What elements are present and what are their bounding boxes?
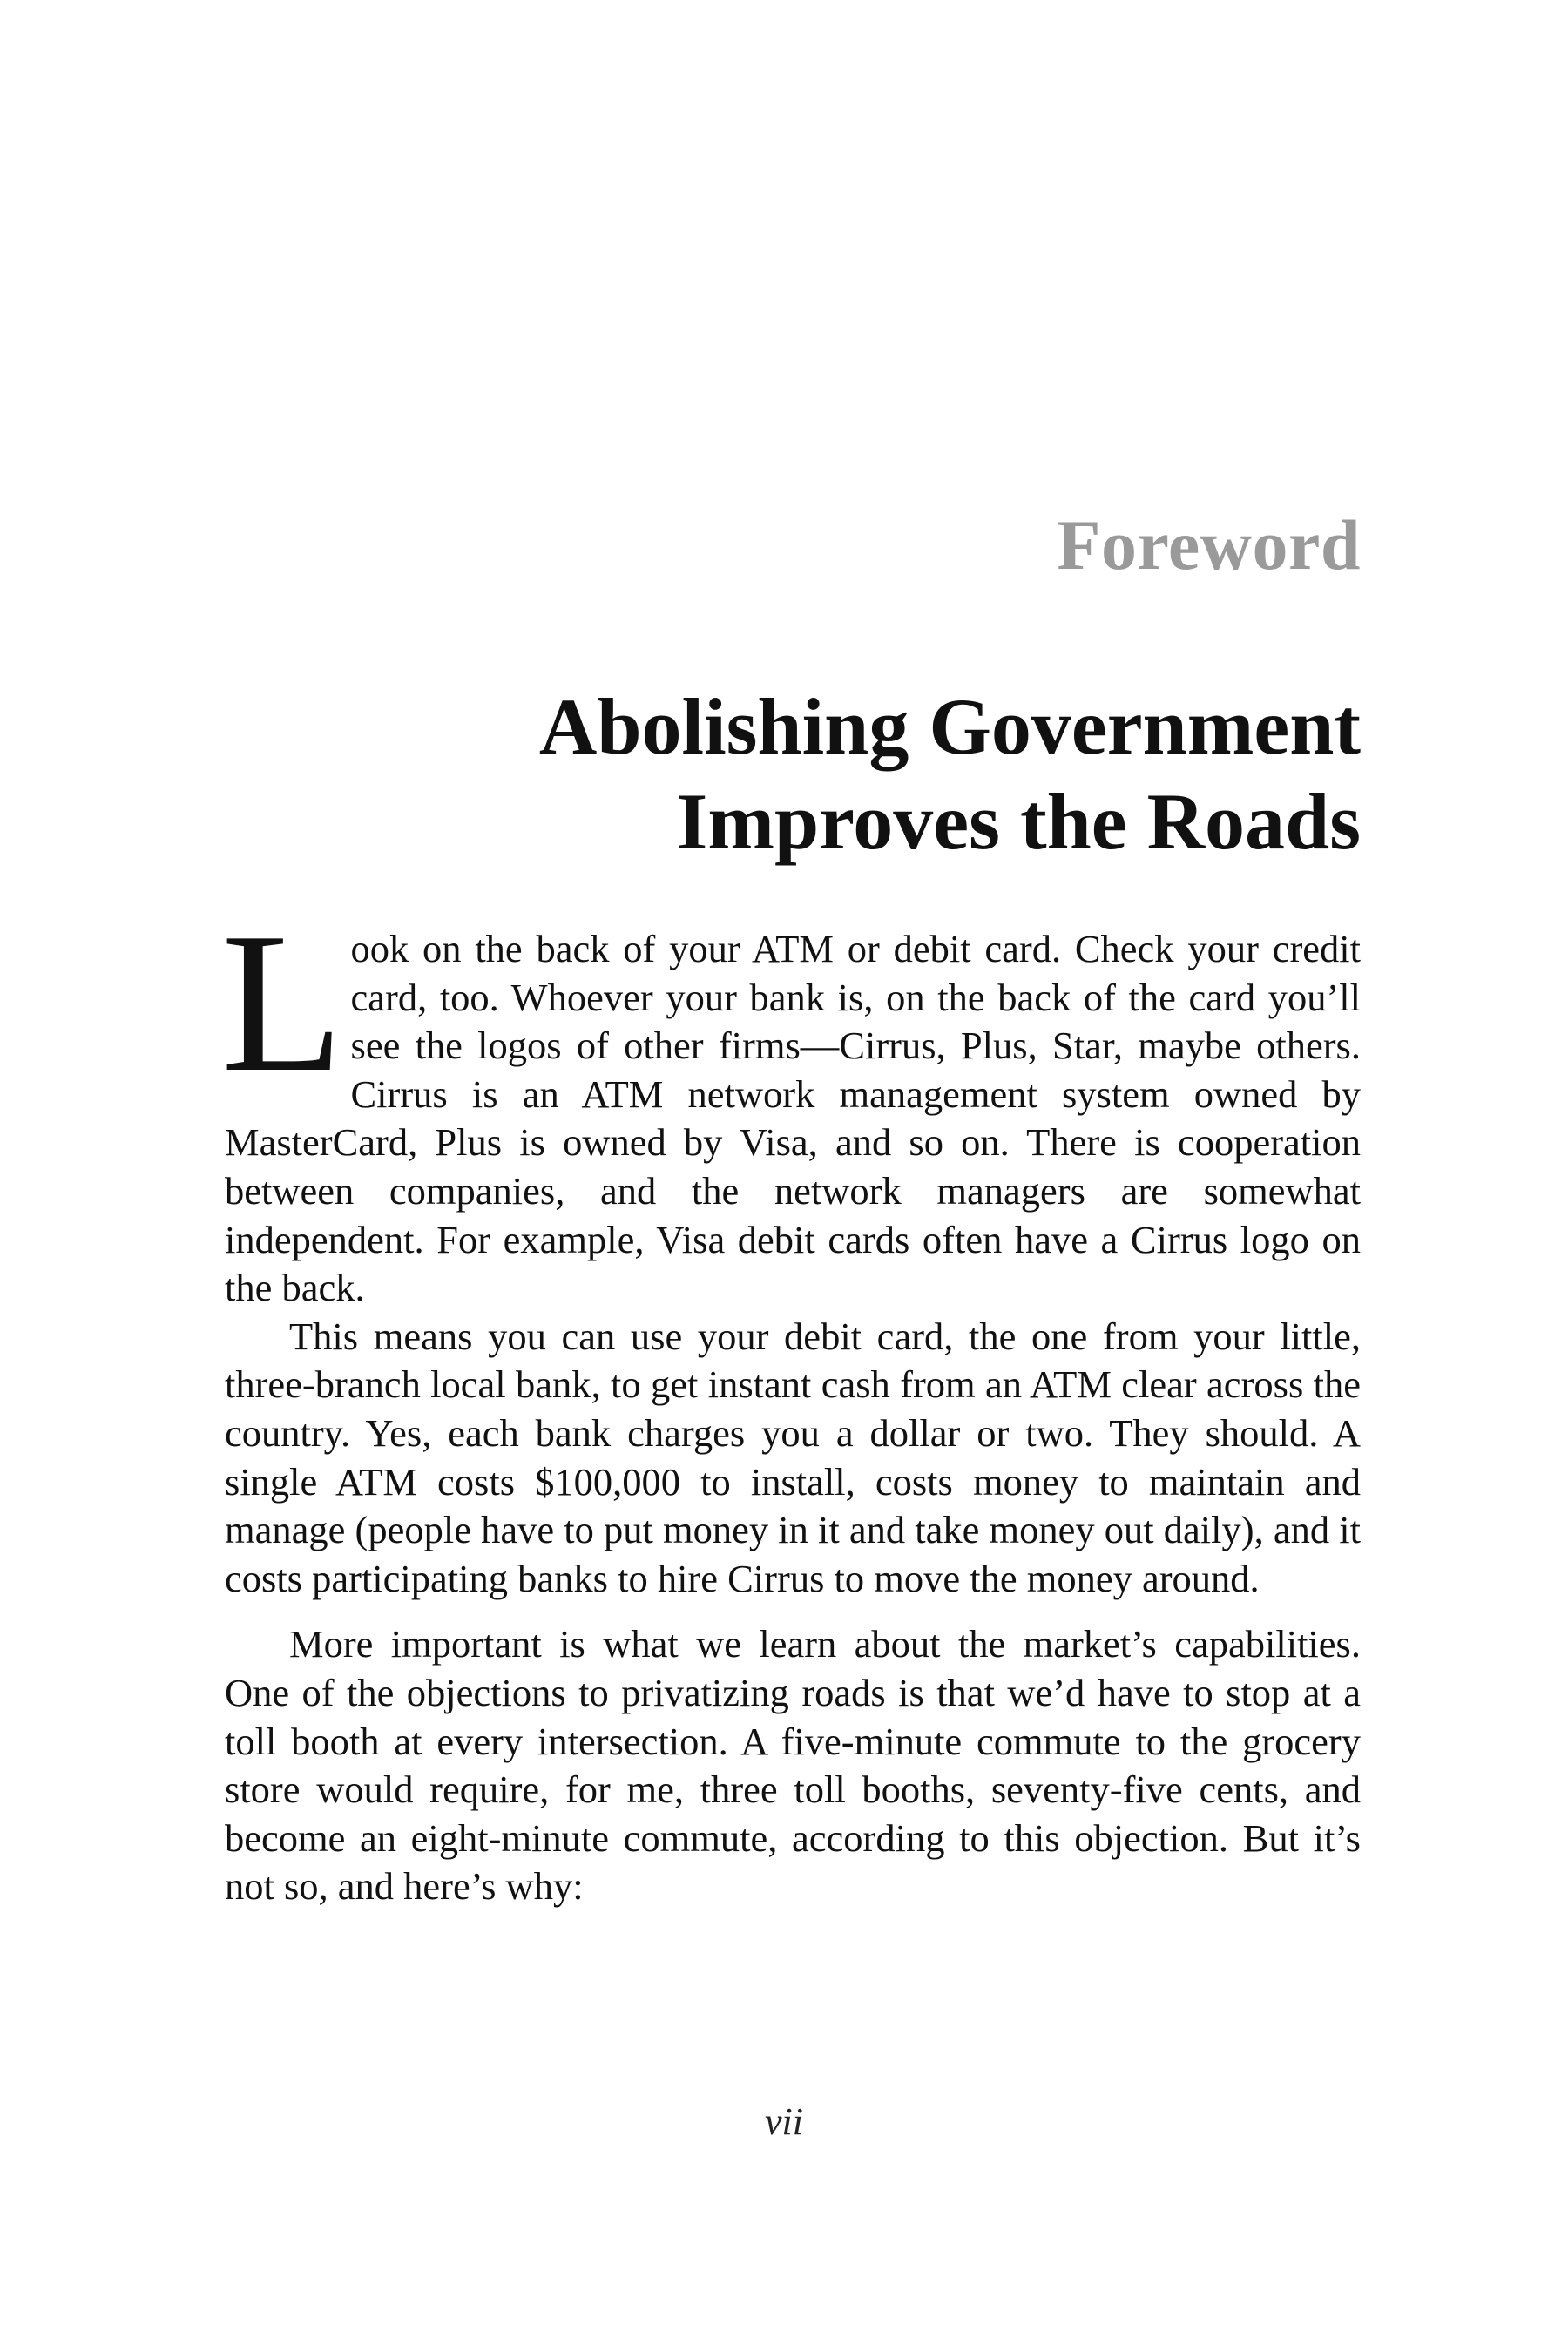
section-label: Foreword [1057,505,1361,585]
page-number: vii [765,2100,803,2143]
chapter-title-line-1: Abolishing Government [538,682,1361,771]
chapter-title [539,679,1361,868]
paragraph-1-text: ook on the back of your ATM or debit card. Check your credit card, too. Whoever your bank is, on the back of the card you’ll see the logos of other firms—Cirrus, Plus, Star, maybe others. Cirrus is an ATM network management system owned by MasterCard, Plus is owned by Visa, and so on. There is cooperation between companies, and the network managers are somewhat independent. For example, Visa debit cards often have a Cirrus logo on the back. [225,927,1361,1310]
drop-cap: L [221,891,344,1113]
paragraph-1 [221,891,1361,1313]
body-text [221,891,1361,1911]
paragraph-3: More important is what we learn about the market’s capabilities. One of the objections to privatizing roads is that we’d have to stop at a toll booth at every intersection. A five-minute commute to the grocery store would require, for me, three toll booths, seventy-five cents, and become an eight-minute commute, according to this objection. But it’s not so, and here’s why: [225,1622,1361,1909]
paragraph-2: This means you can use your debit card, the one from your little, three-branch local bank, to get instant cash from an ATM clear across the country. Yes, each bank charges you a dollar or two. They should. A single ATM costs $100,000 to install, costs money to maintain and manage (people have to put money in it and take money out daily), and it costs participating banks to hire Cirrus to move the money around. [225,1314,1361,1600]
chapter-title-line-2: Improves the Roads [676,776,1361,866]
